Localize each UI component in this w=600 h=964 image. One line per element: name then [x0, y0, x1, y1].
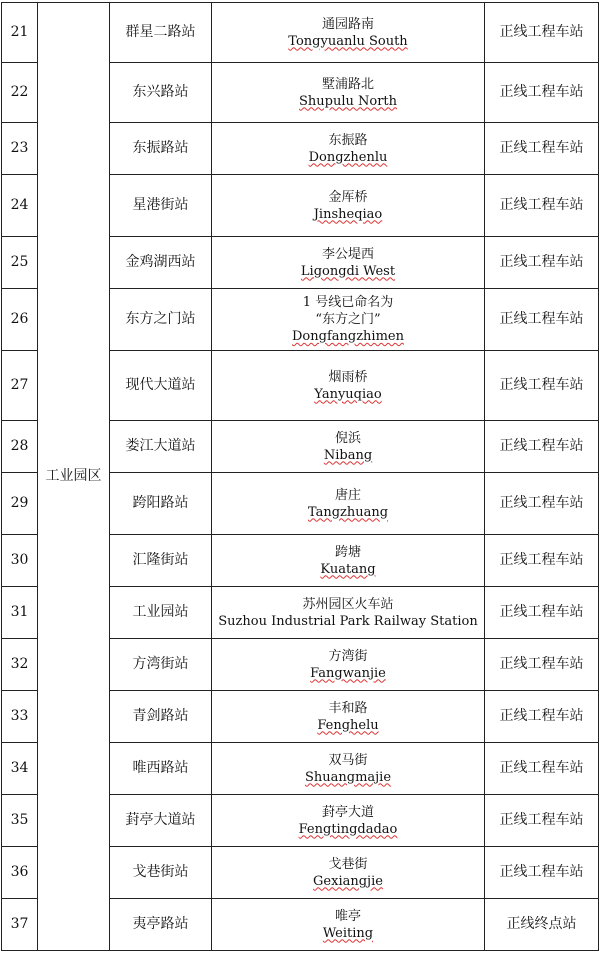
row-number: 37 [2, 899, 38, 951]
station-name: 星港街站 [110, 175, 212, 237]
station-name: 青剑路站 [110, 691, 212, 743]
station-name: 戈巷街站 [110, 847, 212, 899]
reference-name-zh: 丰和路 [328, 700, 368, 716]
row-number: 25 [2, 237, 38, 289]
reference-name-en: Shupulu North [298, 93, 398, 109]
reference-name-cell [212, 847, 485, 899]
reference-name-cell [212, 795, 485, 847]
reference-name-en: Suzhou Industrial Park Railway Station [218, 613, 478, 629]
station-name: 现代大道站 [110, 351, 212, 421]
reference-name-zh: 1 号线已命名为 [302, 295, 394, 310]
station-table [1, 2, 599, 951]
station-type: 正线工程车站 [485, 351, 599, 421]
station-type: 正线工程车站 [485, 795, 599, 847]
station-name: 工业园站 [110, 587, 212, 639]
reference-name-cell [212, 175, 485, 237]
reference-name-zh: 方湾街 [328, 648, 368, 664]
reference-name-cell [212, 473, 485, 535]
row-number: 22 [2, 63, 38, 123]
row-number: 36 [2, 847, 38, 899]
station-type: 正线工程车站 [485, 847, 599, 899]
reference-name-zh: 通园路南 [321, 16, 374, 32]
row-number: 21 [2, 3, 38, 63]
station-name: 东兴路站 [110, 63, 212, 123]
row-number: 26 [2, 289, 38, 351]
station-type: 正线终点站 [485, 899, 599, 951]
station-name: 唯西路站 [110, 743, 212, 795]
reference-name-zh: 跨塘 [334, 544, 361, 560]
reference-name-en: Kuatang [320, 561, 376, 577]
station-type: 正线工程车站 [485, 123, 599, 175]
reference-name-en: Fangwanjie [310, 665, 386, 681]
station-name: 跨阳路站 [110, 473, 212, 535]
row-number: 32 [2, 639, 38, 691]
reference-name-cell [212, 351, 485, 421]
reference-name-cell [212, 421, 485, 473]
table-row [2, 3, 599, 63]
station-name: 东方之门站 [110, 289, 212, 351]
reference-name-en: Dongzhenlu [308, 149, 388, 165]
reference-name-zh: 唐庄 [334, 487, 361, 503]
reference-name-zh: 墅浦路北 [321, 76, 374, 92]
reference-name-cell [212, 743, 485, 795]
station-name: 葑亭大道站 [110, 795, 212, 847]
reference-name-cell [212, 237, 485, 289]
station-name: 夷亭路站 [110, 899, 212, 951]
reference-name-zh: 苏州园区火车站 [302, 596, 394, 612]
station-type: 正线工程车站 [485, 535, 599, 587]
station-type: 正线工程车站 [485, 473, 599, 535]
station-type: 正线工程车站 [485, 587, 599, 639]
row-number: 35 [2, 795, 38, 847]
reference-name-zh: 李公堤西 [321, 246, 374, 262]
station-type: 正线工程车站 [485, 743, 599, 795]
reference-name-en: Fengtingdadao [298, 821, 398, 837]
reference-name-zh: 金厍桥 [328, 189, 368, 205]
reference-name-cell [212, 587, 485, 639]
station-type: 正线工程车站 [485, 421, 599, 473]
reference-name-en: Jinsheqiao [313, 206, 383, 222]
station-type: 正线工程车站 [485, 63, 599, 123]
reference-name-en: Tongyuanlu South [288, 33, 408, 49]
reference-name-zh: 葑亭大道 [321, 804, 374, 820]
reference-name-zh: 东振路 [328, 132, 368, 148]
reference-name-zh: 倪浜 [334, 430, 361, 446]
row-number: 24 [2, 175, 38, 237]
row-number: 33 [2, 691, 38, 743]
row-number: 30 [2, 535, 38, 587]
station-type: 正线工程车站 [485, 3, 599, 63]
reference-name-zh: 烟雨桥 [328, 369, 368, 385]
station-type: 正线工程车站 [485, 289, 599, 351]
reference-name-cell [212, 3, 485, 63]
row-number: 27 [2, 351, 38, 421]
reference-name-en: Tangzhuang [307, 504, 389, 520]
reference-name-cell [212, 63, 485, 123]
reference-name-en: Fenghelu [317, 717, 379, 733]
district-cell: 工业园区 [38, 3, 110, 951]
reference-name-en: Shuangmajie [304, 769, 392, 785]
station-table-body [2, 3, 599, 951]
row-number: 29 [2, 473, 38, 535]
reference-name-en: Nibang [323, 447, 373, 463]
reference-name-en: Yanyuqiao [314, 386, 382, 402]
row-number: 31 [2, 587, 38, 639]
reference-name-zh: 戈巷街 [328, 856, 368, 872]
station-name: 东振路站 [110, 123, 212, 175]
reference-name-cell [212, 123, 485, 175]
reference-name-en: Weiting [322, 925, 374, 941]
row-number: 28 [2, 421, 38, 473]
station-type: 正线工程车站 [485, 175, 599, 237]
reference-name-zh: “东方之门” [315, 312, 381, 327]
reference-name-en: Dongfangzhimen [292, 329, 404, 344]
row-number: 23 [2, 123, 38, 175]
reference-name-en: Gexiangjie [313, 873, 383, 889]
reference-name-en: Ligongdi West [300, 263, 396, 279]
reference-name-zh: 双马街 [328, 752, 368, 768]
station-name: 群星二路站 [110, 3, 212, 63]
reference-name-cell [212, 691, 485, 743]
reference-name-zh: 唯亭 [334, 908, 361, 924]
station-type: 正线工程车站 [485, 691, 599, 743]
station-type: 正线工程车站 [485, 639, 599, 691]
reference-name-cell [212, 639, 485, 691]
station-name: 方湾街站 [110, 639, 212, 691]
station-type: 正线工程车站 [485, 237, 599, 289]
reference-name-cell [212, 535, 485, 587]
row-number: 34 [2, 743, 38, 795]
station-name: 娄江大道站 [110, 421, 212, 473]
reference-name-cell [212, 899, 485, 951]
reference-name-cell [212, 289, 485, 351]
station-name: 金鸡湖西站 [110, 237, 212, 289]
station-name: 汇隆街站 [110, 535, 212, 587]
